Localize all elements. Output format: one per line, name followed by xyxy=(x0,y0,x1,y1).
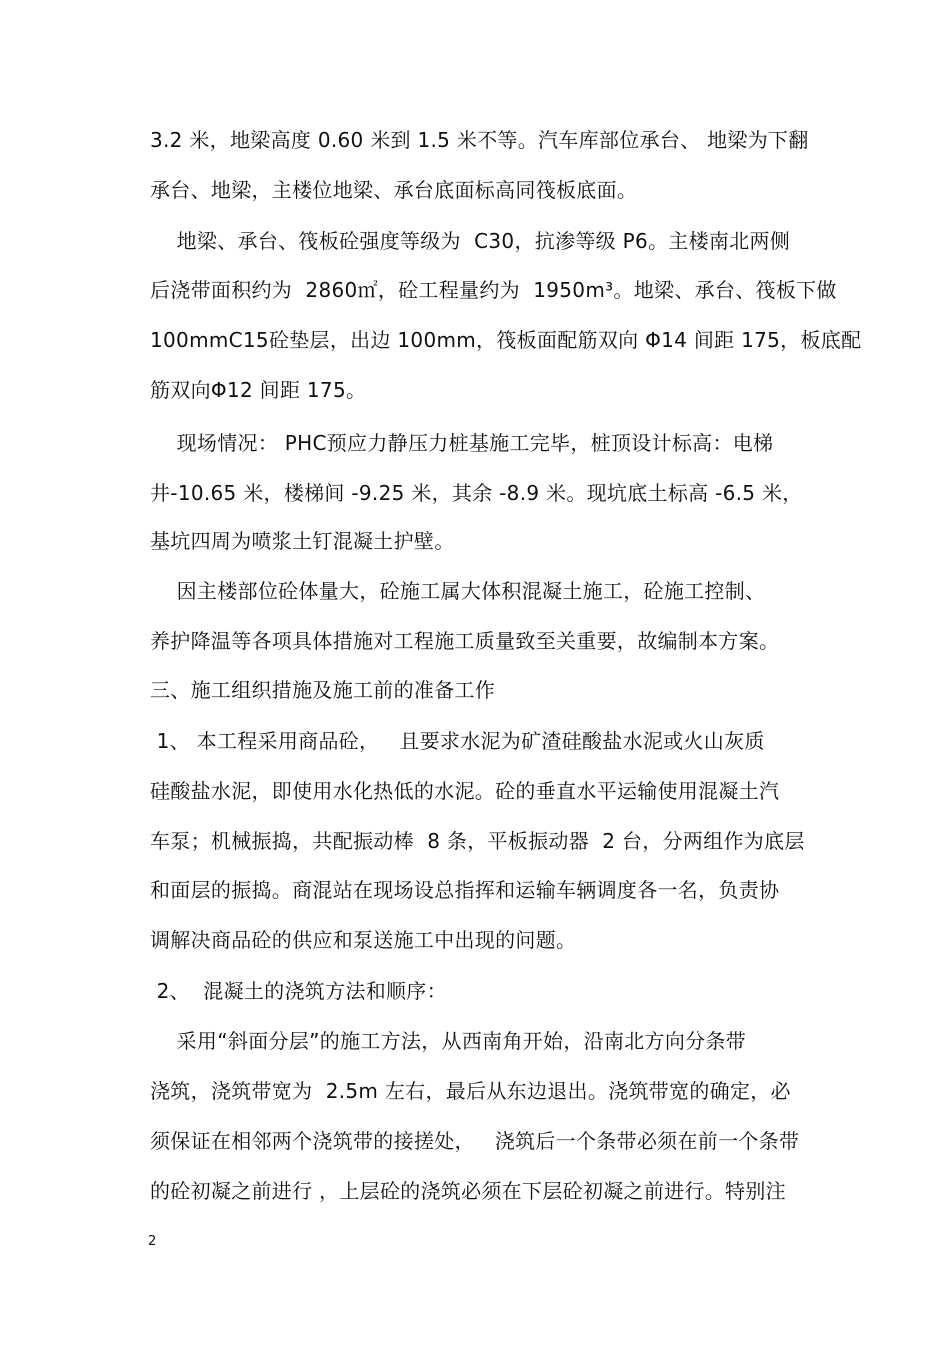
page-number: 2 xyxy=(148,1234,157,1249)
text-line: 3.2 米，地梁高度 0.60 米到 1.5 米不等。汽车库部位承台、 地梁为下翻 xyxy=(150,128,809,152)
text-line: 养护降温等各项具体措施对工程施工质量致至关重要，故编制本方案。 xyxy=(150,629,780,653)
text-line: 调解决商品砼的供应和泵送施工中出现的问题。 xyxy=(150,928,577,952)
text-line: 筋双向Φ12 间距 175。 xyxy=(150,378,367,402)
text-line: 因主楼部位砼体量大，砼施工属大体积混凝土施工，砼施工控制、 xyxy=(150,579,766,603)
text-line: 井-10.65 米，楼梯间 -9.25 米，其余 -8.9 米。现坑底土标高 -6.5 米， xyxy=(150,481,803,505)
section-heading: 三、施工组织措施及施工前的准备工作 xyxy=(150,678,496,702)
text-line: 硅酸盐水泥，即使用水化热低的水泥。砼的垂直水平运输使用混凝土汽 xyxy=(150,779,780,803)
text-line: 采用“斜面分层”的施工方法，从西南角开始，沿南北方向分条带 xyxy=(150,1029,747,1053)
text-line: 承台、地梁，主楼位地梁、承台底面标高同筏板底面。 xyxy=(150,178,638,202)
text-line: 地梁、承台、筏板砼强度等级为 C30，抗渗等级 P6。主楼南北两侧 xyxy=(150,229,791,253)
text-line: 基坑四周为喷浆土钉混凝土护壁。 xyxy=(150,529,455,553)
text-line: 浇筑，浇筑带宽为 2.5m 左右，最后从东边退出。浇筑带宽的确定，必 xyxy=(150,1079,791,1103)
text-line: 和面层的振捣。商混站在现场设总指挥和运输车辆调度各一名，负责协 xyxy=(150,878,780,902)
text-line: 后浇带面积约为 2860㎡，砼工程量约为 1950m³。地梁、承台、筏板下做 xyxy=(150,278,837,302)
text-line: 车泵；机械振捣，共配振动棒 8 条，平板振动器 2 台，分两组作为底层 xyxy=(150,829,805,853)
text-line: 2、 混凝土的浇筑方法和顺序： xyxy=(150,979,447,1003)
text-line: 现场情况： PHC预应力静压力桩基施工完毕，桩顶设计标高：电梯 xyxy=(150,431,774,455)
text-line: 须保证在相邻两个浇筑带的接搓处， 浇筑后一个条带必须在前一个条带 xyxy=(150,1129,800,1153)
text-line: 的砼初凝之前进行 ，上层砼的浇筑必须在下层砼初凝之前进行。特别注 xyxy=(150,1179,786,1203)
text-line: 100mmC15砼垫层，出边 100mm，筏板面配筋双向 Φ14 间距 175，板底配 xyxy=(150,328,862,352)
text-line: 1、 本工程采用商品砼， 且要求水泥为矿渣硅酸盐水泥或火山灰质 xyxy=(150,729,765,753)
